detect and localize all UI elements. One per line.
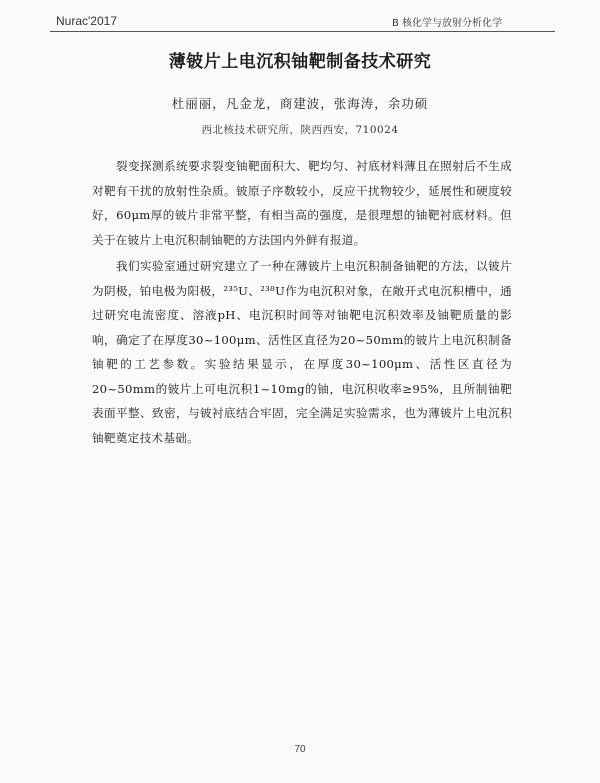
affiliation: 西北核技术研究所，陕西西安，710024 xyxy=(201,124,399,136)
running-header-section: B 核化学与放射分析化学 xyxy=(392,18,503,29)
paper-title: 薄铍片上电沉积铀靶制备技术研究 xyxy=(168,52,432,72)
running-header-conference: Nurac'2017 xyxy=(56,14,117,28)
abstract-paragraph-2: 我们实验室通过研究建立了一种在薄铍片上电沉积制备铀靶的方法，以铍片为阴极，铂电极为阳极，²³⁵U、²³⁸U作为电沉积对象，在敞开式电沉积槽中，通过研究电流密度、溶液pH、电沉积时间等对铀靶电沉积效率及铀靶质量的影响，确定了在厚度30~100μm、活性区直径为20~50mm的铍片上电沉积制备铀靶的工艺参数。实验结果显示，在厚度30~100μm、活性区直径为20~50mm的铍片上可电沉积1~10mg的铀，电沉积收率≥95%，且所制铀靶表面平整、致密，与铍衬底结合牢固，完全满足实验需求，也为薄铍片上电沉积铀靶奠定技术基础。 xyxy=(92,259,512,445)
page-number: 70 xyxy=(294,744,306,755)
abstract-paragraph-1: 裂变探测系统要求裂变铀靶面积大、靶均匀、衬底材料薄且在照射后不生成对靶有干扰的放射性杂质。铍原子序数较小，反应干扰物较少，延展性和硬度较好，60μm厚的铍片非常平整，有相当高的强度，是很理想的铀靶衬底材料。但关于在铍片上电沉积制铀靶的方法国内外鲜有报道。 xyxy=(92,159,512,247)
header-rule xyxy=(50,31,555,32)
author-list: 杜丽丽，凡金龙，商建波，张海涛，余功硕 xyxy=(171,96,429,111)
